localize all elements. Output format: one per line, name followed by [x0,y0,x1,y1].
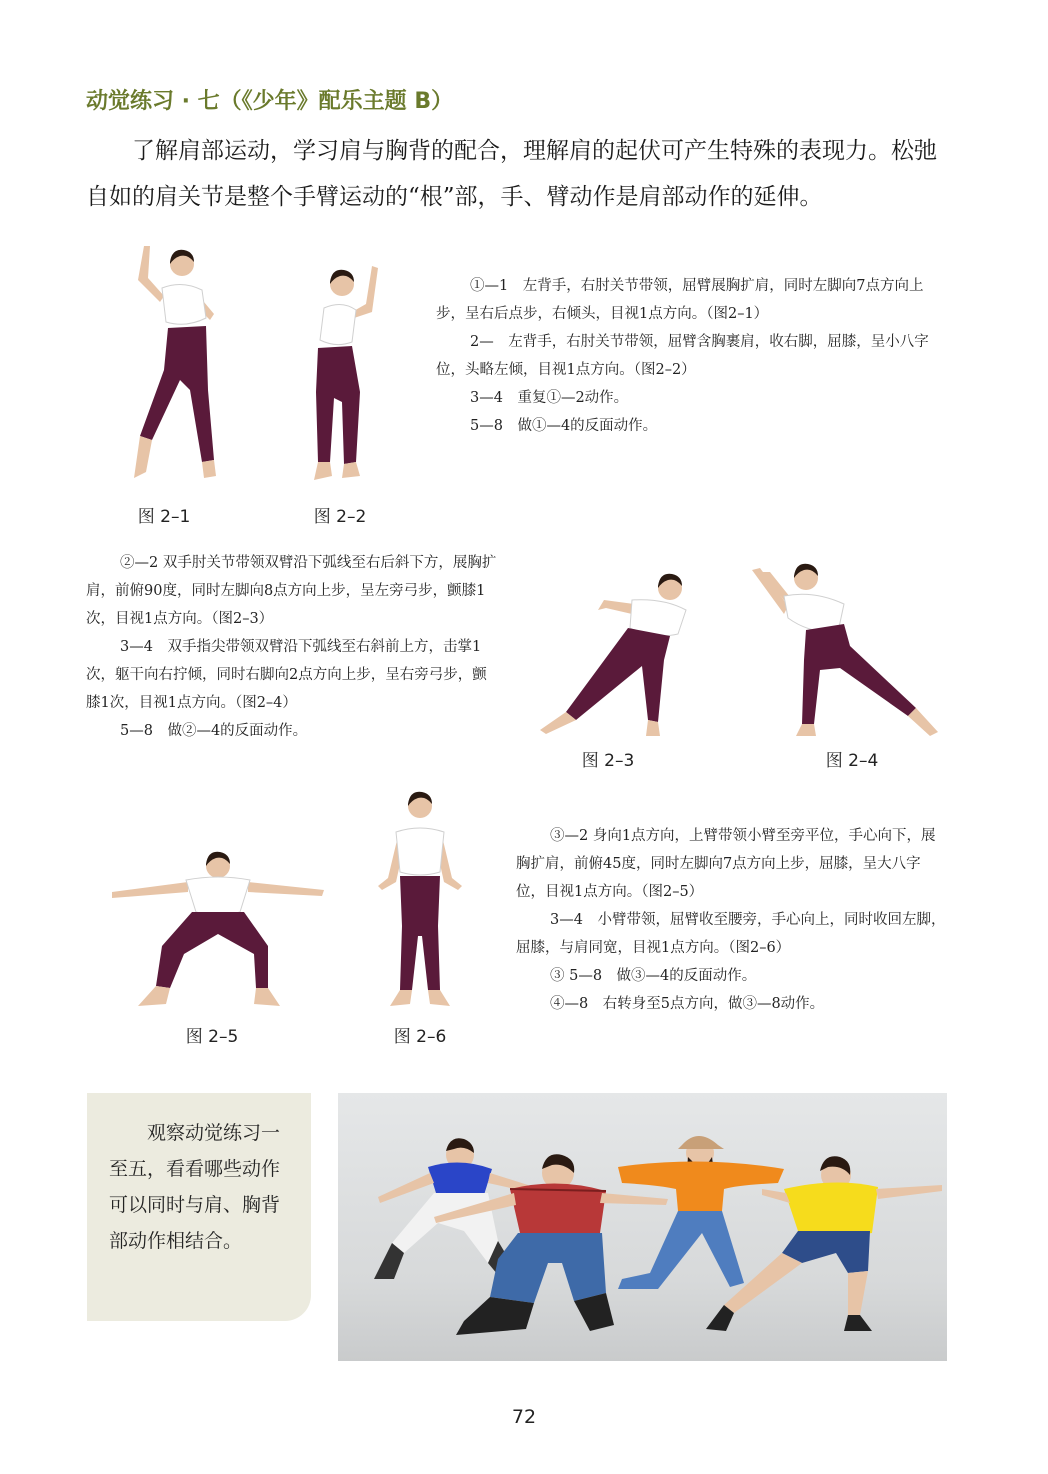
step-text: ①—1 左背手，右肘关节带领，屈臂展胸扩肩，同时左脚向7点方向上步，呈右后点步，右倾头，目视1点方向。（图2–1） [436,278,924,322]
step-text: ④—8 右转身至5点方向，做③—8动作。 [550,996,825,1012]
step-text: ③—2 身向1点方向，上臂带领小臂至旁平位，手心向下，展胸扩肩，前俯45度，同时左脚向7点方向上步，屈膝，呈大八字位，目视1点方向。（图2–5） [516,828,936,900]
step-text: ②—2 双手肘关节带领双臂沿下弧线至右后斜下方，展胸扩肩，前俯90度，同时左脚向8点方向上步，呈左旁弓步，颤膝1次，目视1点方向。（图2–3） [86,555,497,627]
figure-2-4-photo [740,560,944,740]
steps-section-2 [86,549,498,745]
group-dance-photo [338,1093,947,1361]
figure-2-2-caption: 图 2–2 [313,507,367,527]
figure-2-1-caption: 图 2–1 [137,507,191,527]
figure-2-5-photo [108,846,330,1012]
step-text: 5—8 做①—4的反面动作。 [470,418,658,434]
step-text: ③ 5—8 做③—4的反面动作。 [550,968,757,984]
figure-2-3-photo [536,570,716,740]
step-text: 2— 左背手，右肘关节带领，屈臂含胸裹肩，收右脚，屈膝，呈小八字位，头略左倾，目视1点方向。（图2–2） [436,334,929,378]
group-dance-illustration [338,1093,947,1361]
steps-section-3 [516,822,948,1018]
figure-2-4-caption: 图 2–4 [825,751,879,771]
figure-2-5-caption: 图 2–5 [185,1027,239,1047]
figure-2-3-caption: 图 2–3 [581,751,635,771]
steps-section-1 [436,272,948,440]
figure-2-2-photo [290,262,390,488]
step-text: 3—4 重复①—2动作。 [470,390,629,406]
page-number: 72 [511,1406,537,1428]
section-heading: 动觉练习 · 七（《少年》配乐主题 B） [86,89,454,114]
step-text: 3—4 小臂带领，屈臂收至腰旁，手心向上，同时收回左脚，屈膝，与肩同宽，目视1点方向。（图2–6） [516,912,946,956]
observation-note [87,1093,311,1321]
note-text: 观察动觉练习一至五，看看哪些动作可以同时与肩、胸背部动作相结合。 [109,1122,281,1252]
figure-2-6-caption: 图 2–6 [393,1027,447,1047]
figure-2-1-photo [110,240,230,490]
figure-2-6-photo [370,786,470,1012]
step-text: 5—8 做②—4的反面动作。 [120,723,308,739]
step-text: 3—4 双手指尖带领双臂沿下弧线至右斜前上方，击掌1次，躯干向右拧倾，同时右脚向2点方向上步，呈右旁弓步，颤膝1次，目视1点方向。（图2–4） [86,639,487,711]
intro-paragraph: 了解肩部运动，学习肩与胸背的配合，理解肩的起伏可产生特殊的表现力。松弛自如的肩关节是整个手臂运动的“根”部，手、臂动作是肩部动作的延伸。 [86,138,937,210]
